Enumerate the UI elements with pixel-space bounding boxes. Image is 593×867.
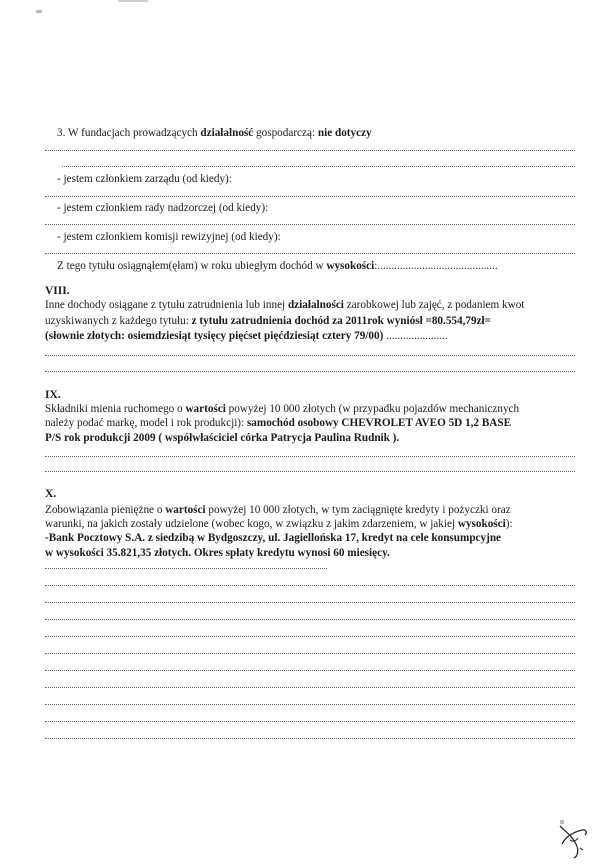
section8-line1-b: zarobkowej lub zajęć, z podaniem kwot — [343, 299, 525, 311]
fill-line — [45, 455, 575, 457]
fill-line — [45, 149, 575, 151]
section8-line1-a: Inne dochody osiągane z tytułu zatrudnienia lub innej — [45, 299, 288, 311]
section9-line2-bold: samochód osobowy CHEVROLET AVEO 5D 1,2 BASE — [246, 417, 512, 429]
fill-line — [45, 252, 575, 254]
fill-line — [45, 195, 575, 197]
section9-line2 — [45, 416, 575, 430]
section10-line1-bold: wartości — [165, 504, 206, 516]
section8-heading: VIII. — [45, 285, 70, 297]
section10-line1-a: Zobowiązania pieniężne o — [45, 504, 166, 516]
fill-line — [45, 601, 575, 603]
section8-line1 — [45, 298, 575, 312]
section8-line1-bold: działalności — [287, 299, 344, 311]
section10-line2-bold: wysokości — [457, 518, 506, 530]
section8-line3-tail: ...................... — [383, 330, 448, 342]
audit-label: - jestem członkiem komisji rewizyjnej (od kiedy): — [57, 231, 281, 243]
section3-line — [57, 126, 587, 140]
section10-line3 — [45, 531, 575, 545]
fill-line — [45, 354, 575, 356]
section3-mid: gospodarczą: — [253, 127, 318, 139]
fill-line — [45, 720, 575, 722]
fill-line — [45, 737, 575, 739]
fill-line — [45, 652, 575, 654]
section10-line3-bold: -Bank Pocztowy S.A. z siedzibą w Bydgoszczy, ul. Jagiellońska 17, kredyt na cele konsumpcyjne — [45, 532, 502, 544]
fill-line — [45, 669, 575, 671]
section10-line4 — [45, 546, 575, 560]
fill-line — [45, 703, 575, 705]
section10-line4-bold: w wysokości 35.821,35 złotych. Okres spłaty kredytu wynosi 60 miesięcy. — [45, 547, 390, 559]
signature — [552, 814, 592, 860]
section9-line1-bold: wartości — [185, 403, 226, 415]
section9-line3-bold: P/S rok produkcji 2009 ( współwłaściciel córka Patrycja Paulina Rudnik ). — [45, 432, 400, 444]
fill-line — [45, 370, 575, 372]
section10-line2-b: ): — [505, 518, 513, 530]
section10-line1-b: powyżej 10 000 złotych, w tym zaciągnięte kredyty i pożyczki oraz — [205, 504, 511, 516]
section9-line3 — [45, 431, 575, 445]
fill-line — [45, 584, 575, 586]
fill-line — [45, 470, 575, 472]
section10-line2 — [45, 517, 575, 531]
section8-line3-bold: (słownie złotych: osiemdziesiąt tysięcy pięćset pięćdziesiąt cztery 79/00) — [45, 330, 384, 342]
section9-line2-a: należy podać markę, model i rok produkcji): — [45, 417, 247, 429]
income-bold: wysokości — [326, 260, 375, 272]
fill-line — [45, 223, 575, 225]
section10-line1 — [45, 503, 575, 517]
section8-line2-bold: z tytułu zatrudnienia dochód za 2011rok wyniósł =80.554,79zł= — [191, 315, 492, 327]
scan-mark — [118, 0, 148, 2]
section3-bold-word: działalność — [200, 127, 254, 139]
section10-heading: X. — [45, 488, 57, 500]
income-suffix: :........................................... — [374, 260, 498, 272]
income-line — [57, 259, 587, 273]
scan-mark — [36, 10, 42, 13]
section9-line1-a: Składniki mienia ruchomego o — [45, 403, 186, 415]
section9-line1 — [45, 402, 575, 416]
section9-heading: IX. — [45, 389, 61, 401]
section8-line2-a: uzyskiwanych z każdego tytułu: — [45, 315, 192, 327]
section3-prefix: 3. W fundacjach prowadzących — [57, 127, 201, 139]
fill-line — [62, 165, 575, 167]
fill-line — [45, 635, 575, 637]
supervisory-label: - jestem członkiem rady nadzorczej (od kiedy): — [57, 202, 269, 214]
section8-line2 — [45, 314, 575, 328]
section9-line1-b: powyżej 10 000 złotych (w przypadku pojazdów mechanicznych — [225, 403, 520, 415]
section3-answer: nie dotyczy — [317, 127, 372, 139]
fill-line — [45, 686, 575, 688]
income-prefix: Z tego tytułu osiągnąłem(ęłam) w roku ubiegłym dochód w — [57, 260, 327, 272]
fill-line — [45, 567, 327, 569]
section8-line3 — [45, 329, 575, 343]
section10-line2-a: warunki, na jakich zostały udzielone (wobec kogo, w związku z jakim zdarzeniem, w jakiej — [45, 518, 458, 530]
fill-line — [45, 618, 575, 620]
management-label: - jestem członkiem zarządu (od kiedy): — [57, 173, 232, 185]
